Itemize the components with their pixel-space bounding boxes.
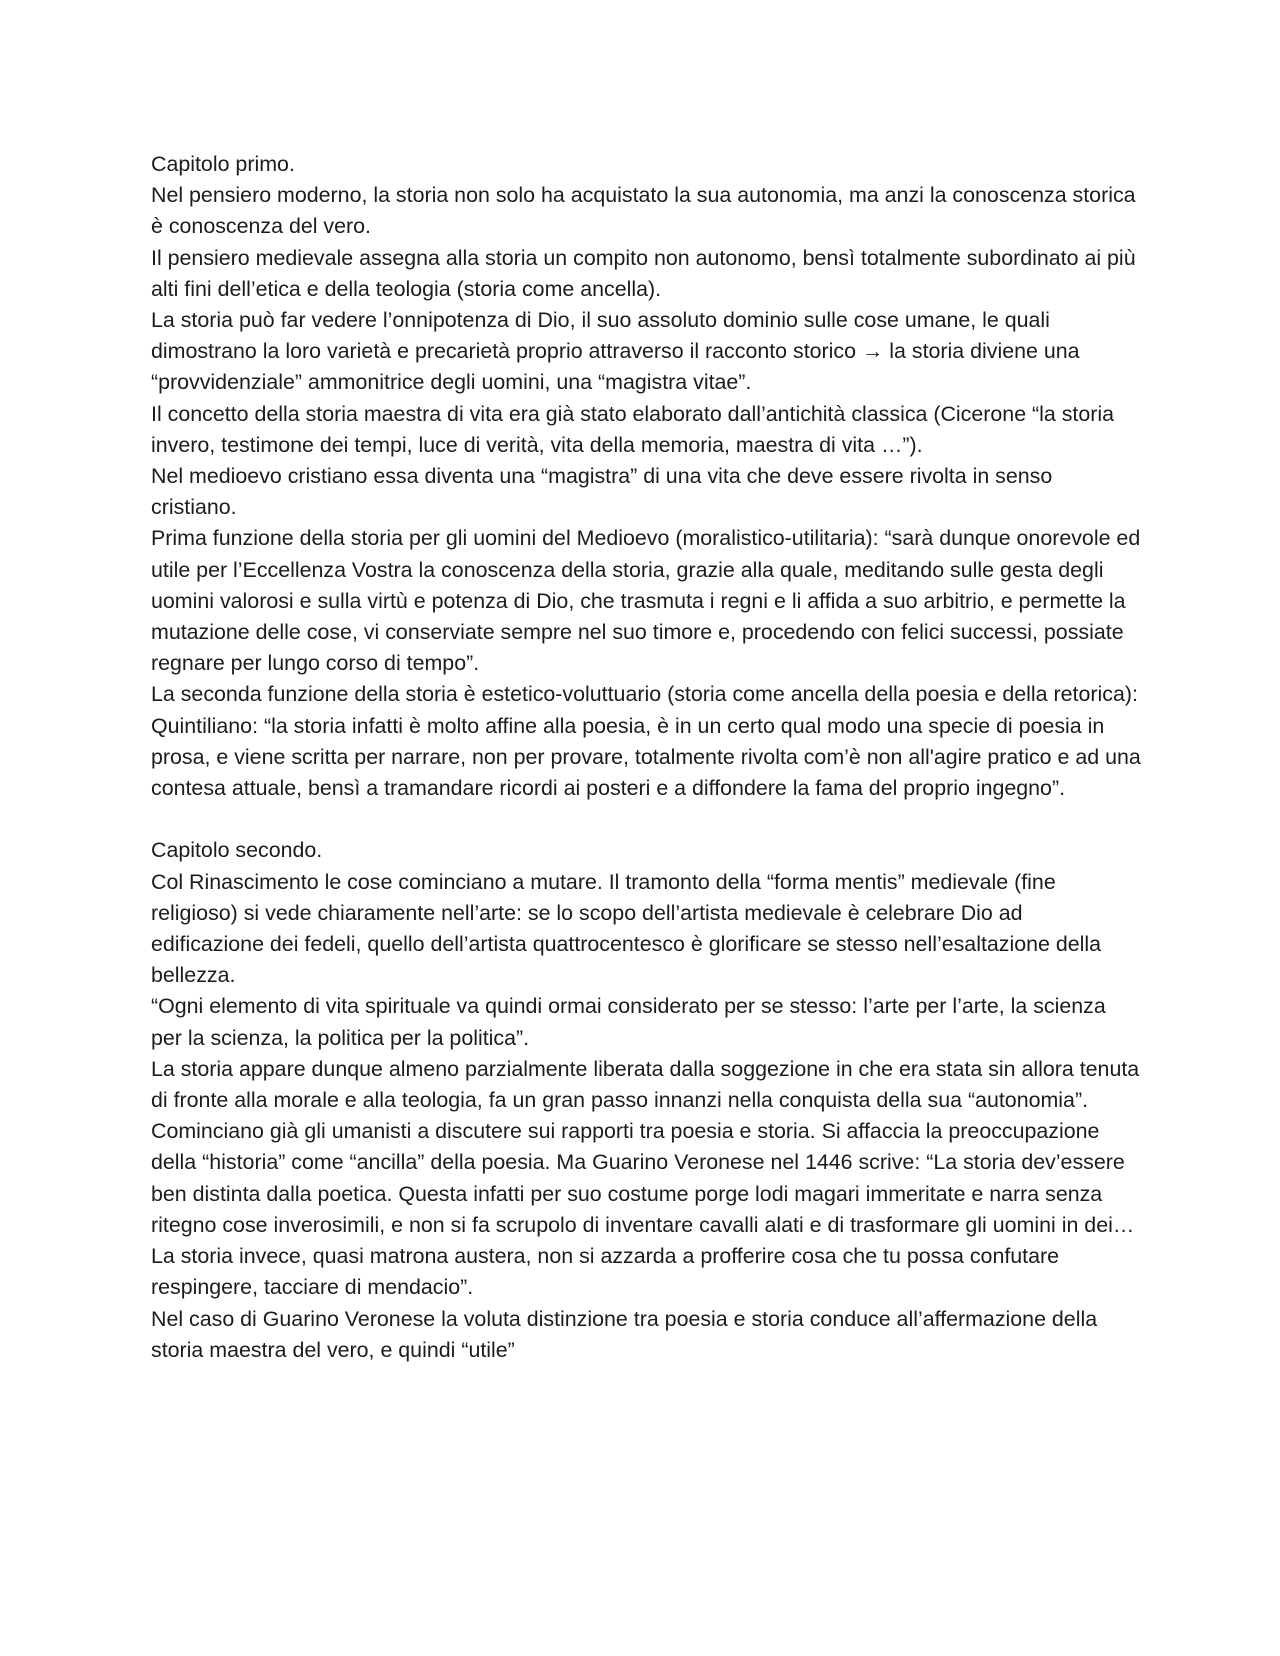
document-page — [151, 149, 1141, 1366]
chapter-2-paragraph: Cominciano già gli umanisti a discutere sui rapporti tra poesia e storia. Si affaccia la preoccupazione della “historia” come “ancilla” della poesia. Ma Guarino Veronese nel 1446 scrive: “La storia dev’essere ben distinta dalla poetica. Questa infatti per suo costume porge lodi magari immeritate e narra senza ritegno cose inverosimili, e non si fa scrupolo di inventare cavalli alati e di trasformare gli uomini in dei… La storia invece, quasi matrona austera, non si azzarda a profferire cosa che tu possa confutare respingere, tacciare di mendacio”. — [151, 1119, 1135, 1300]
chapter-2-paragraph: Nel caso di Guarino Veronese la voluta distinzione tra poesia e storia conduce all’affermazione della storia maestra del vero, e quindi “utile” — [151, 1306, 1098, 1362]
chapter-2-section — [151, 835, 1141, 1365]
chapter-1-paragraph: Il concetto della storia maestra di vita era già stato elaborato dall’antichità classica (Cicerone “la storia invero, testimone dei tempi, luce di verità, vita della memoria, maestra di vita …”). — [151, 401, 1115, 457]
chapter-1-paragraph: Prima funzione della storia per gli uomini del Medioevo (moralistico-utilitaria): “sarà dunque onorevole ed utile per l’Eccellenza Vostra la conoscenza della storia, grazie alla quale, meditando sulle gesta degli uomini valorosi e sulla virtù e potenza di Dio, che trasmuta i regni e li affida a suo arbitrio, e permette la mutazione delle cose, vi conserviate sempre nel suo timore e, procedendo con felici successi, possiate regnare per lungo corso di tempo”. — [151, 526, 1141, 676]
chapter-2-paragraph: La storia appare dunque almeno parzialmente liberata dalla soggezione in che era stata sin allora tenuta di fronte alla morale e alla teologia, fa un gran passo innanzi nella conquista della sua “autonomia”. — [151, 1056, 1140, 1113]
chapter-2-heading: Capitolo secondo. — [151, 838, 323, 863]
chapter-2-paragraph: “Ogni elemento di vita spirituale va quindi ormai considerato per se stesso: l’arte per l’arte, la scienza per la scienza, la politica per la politica”. — [151, 994, 1106, 1050]
chapter-1-paragraph: Nel medioevo cristiano essa diventa una “magistra” di una vita che deve essere rivolta in senso cristiano. — [151, 464, 1053, 520]
chapter-1-paragraph: La seconda funzione della storia è estetico-voluttuario (storia come ancella della poesia e della retorica): Quintiliano: “la storia infatti è molto affine alla poesia, è in un certo qual modo una specie di poesia in prosa, e viene scritta per narrare, non per provare, totalmente rivolta com’è non all'agire pratico e ad una contesa attuale, bensì a tramandare ricordi ai posteri e a diffondere la fama del proprio ingegno”. — [151, 682, 1141, 801]
chapter-1-section — [151, 149, 1141, 804]
section-spacer — [151, 804, 1141, 835]
chapter-1-paragraph: Nel pensiero moderno, la storia non solo ha acquistato la sua autonomia, ma anzi la conoscenza storica è conoscenza del vero. — [151, 183, 1136, 239]
chapter-1-heading: Capitolo primo. — [151, 152, 295, 176]
chapter-1-paragraph: La storia può far vedere l’onnipotenza di Dio, il suo assoluto dominio sulle cose umane, le quali dimostrano la loro varietà e precarietà proprio attraverso il racconto storico → la storia diviene una “provvidenziale” ammonitrice degli uomini, una “magistra vitae”. — [151, 308, 1080, 395]
chapter-1-paragraph: Il pensiero medievale assegna alla storia un compito non autonomo, bensì totalmente subordinato ai più alti fini dell’etica e della teologia (storia come ancella). — [151, 245, 1136, 301]
chapter-2-paragraph: Col Rinascimento le cose cominciano a mutare. Il tramonto della “forma mentis” medievale (fine religioso) si vede chiaramente nell’arte: se lo scopo dell’artista medievale è celebrare Dio ad edificazione dei fedeli, quello dell’artista quattrocentesco è glorificare se stesso nell’esaltazione della bellezza. — [151, 869, 1102, 988]
